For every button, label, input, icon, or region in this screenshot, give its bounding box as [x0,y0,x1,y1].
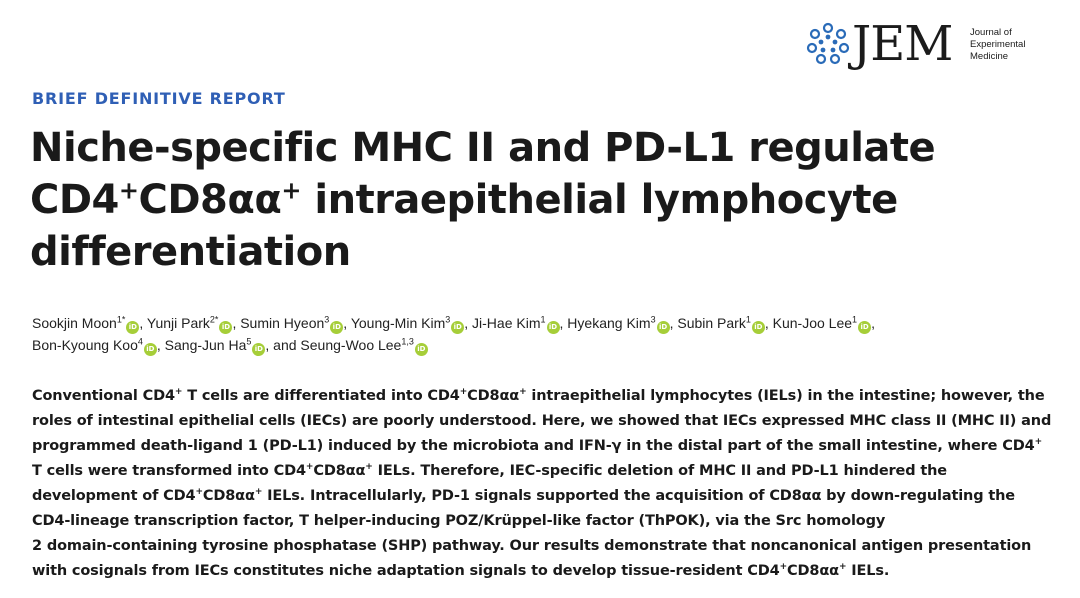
author-name: Yunji Park [146,315,210,331]
abstract-line [32,409,1052,434]
journal-name-line: Medicine [970,51,1009,62]
orcid-icon[interactable]: iD [126,321,139,334]
author-affiliation: 1 [745,314,751,325]
author-name: Subin Park [677,315,746,331]
author-affiliation: 5 [246,336,252,347]
superscript-plus: + [838,562,847,573]
author[interactable] [240,315,343,331]
author[interactable] [773,315,871,331]
orcid-icon[interactable]: iD [547,321,560,334]
text-run: development of CD4 [32,488,196,504]
text-run: CD8αα [467,388,520,404]
superscript-plus: + [305,462,314,473]
orcid-icon[interactable]: iD [858,321,871,334]
author-name: Young-Min Kim [350,315,446,331]
orcid-icon[interactable]: iD [330,321,343,334]
text-run: T cells are differentiated into CD4 [182,388,460,404]
superscript-plus: + [519,387,527,398]
author-affiliation: 4 [137,336,143,347]
author-name: Kun-Joo Lee [772,315,853,331]
abstract-line [32,434,1052,459]
text-run: intraepithelial lymphocyte [300,177,898,223]
text-run: differentiation [30,229,351,275]
text-run: IELs. Therefore, IEC-specific deletion of MHC II and PD-L1 hindered the [372,463,947,479]
text-run: CD8αα [787,563,839,579]
superscript-plus: + [365,462,373,473]
author-affiliation: 3 [650,314,656,325]
text-run: with cosignals from IECs constitutes niche adaptation signals to develop tissue-resident CD4 [32,563,780,579]
text-run: Conventional CD4 [32,388,175,404]
superscript-plus: + [174,387,183,398]
text-run: CD8αα [202,488,255,504]
jem-molecule-logo-icon [804,20,852,68]
author-affiliation: 3 [445,314,451,325]
author-name: Sumin Hyeon [240,315,325,331]
abstract-line [32,559,1052,584]
journal-name-line: Journal of [970,27,1012,38]
text-run: Niche-specific MHC II and PD-L1 regulate [30,125,936,171]
author-affiliation: 1,3 [401,336,414,347]
author-affiliation: 3 [324,314,330,325]
orcid-icon[interactable]: iD [657,321,670,334]
author-separator: , [232,315,241,331]
text-run: programmed death-ligand 1 (PD-L1) induced by the microbiota and IFN-γ in the distal part of the small intestine, where CD4 [32,438,1035,454]
author[interactable] [147,315,233,331]
superscript-plus: + [254,487,263,498]
superscript-plus: + [779,562,787,573]
abstract-line [32,459,1052,484]
text-run: CD4-lineage transcription factor, T helper-inducing POZ/Krüppel-like factor (ThPOK), via the Src homology [32,513,886,529]
text-run: roles of intestinal epithelial cells (IECs) are poorly understood. Here, we showed that IECs expressed MHC class II (MHC II) and [32,413,1052,429]
title-line [30,122,1030,174]
author[interactable] [472,315,559,331]
author-name: Sang-Jun Ha [164,337,247,353]
superscript-plus: + [195,487,203,498]
author[interactable] [677,315,765,331]
author-affiliation: 1 [540,314,546,325]
orcid-icon[interactable]: iD [144,343,157,356]
text-run: CD8αα [138,177,282,223]
article-type-label: BRIEF DEFINITIVE REPORT [32,89,286,108]
author-separator: , and [265,337,301,353]
abstract-line [32,534,1052,559]
journal-name-line: Experimental [970,39,1026,50]
author-separator: , [139,315,147,331]
article-title [30,122,1030,278]
author-name: Ji-Hae Kim [472,315,541,331]
abstract [32,384,1052,584]
author[interactable] [300,337,427,353]
author-separator: , [871,315,875,331]
text-run: 2 domain-containing tyrosine phosphatase (SHP) pathway. Our results demonstrate that noncanonical antigen presentation [32,538,1032,554]
abstract-line [32,509,1052,534]
author[interactable] [32,337,157,353]
author-name: Sookjin Moon [32,315,117,331]
text-run: CD4 [30,177,119,223]
author-name: Bon-Kyoung Koo [32,337,138,353]
author-separator: , [764,315,773,331]
author-affiliation: 1 [852,314,858,325]
superscript-plus: + [118,176,139,205]
author-separator: , [669,315,678,331]
abstract-line [32,484,1052,509]
text-run: intraepithelial lymphocytes (IELs) in the intestine; however, the [526,388,1045,404]
orcid-icon[interactable]: iD [252,343,265,356]
orcid-icon[interactable]: iD [219,321,232,334]
orcid-icon[interactable]: iD [415,343,428,356]
author[interactable] [32,315,139,331]
author-list [32,312,1052,356]
title-line [30,226,1030,278]
text-run: CD8αα [313,463,366,479]
author-affiliation: 2* [209,314,219,325]
orcid-icon[interactable]: iD [752,321,765,334]
journal-logo [800,18,1040,74]
superscript-plus: + [281,176,301,205]
author[interactable] [567,315,669,331]
author-separator: , [343,315,351,331]
superscript-plus: + [1034,437,1042,448]
text-run: IELs. Intracellularly, PD-1 signals supported the acquisition of CD8αα by down-regulating the [262,488,1015,504]
author[interactable] [165,337,266,353]
title-line [30,174,1030,226]
abstract-line [32,384,1052,409]
text-run: IELs. [846,563,890,579]
orcid-icon[interactable]: iD [451,321,464,334]
author-separator: , [464,315,473,331]
author-name: Hyekang Kim [567,315,651,331]
superscript-plus: + [459,387,468,398]
journal-full-name [970,27,1025,63]
author-affiliation: 1* [116,314,126,325]
text-run: T cells were transformed into CD4 [32,463,306,479]
author[interactable] [351,315,464,331]
journal-wordmark: JEM [852,16,953,72]
author-name: Seung-Woo Lee [300,337,402,353]
author-separator: , [156,337,165,353]
author-separator: , [559,315,568,331]
